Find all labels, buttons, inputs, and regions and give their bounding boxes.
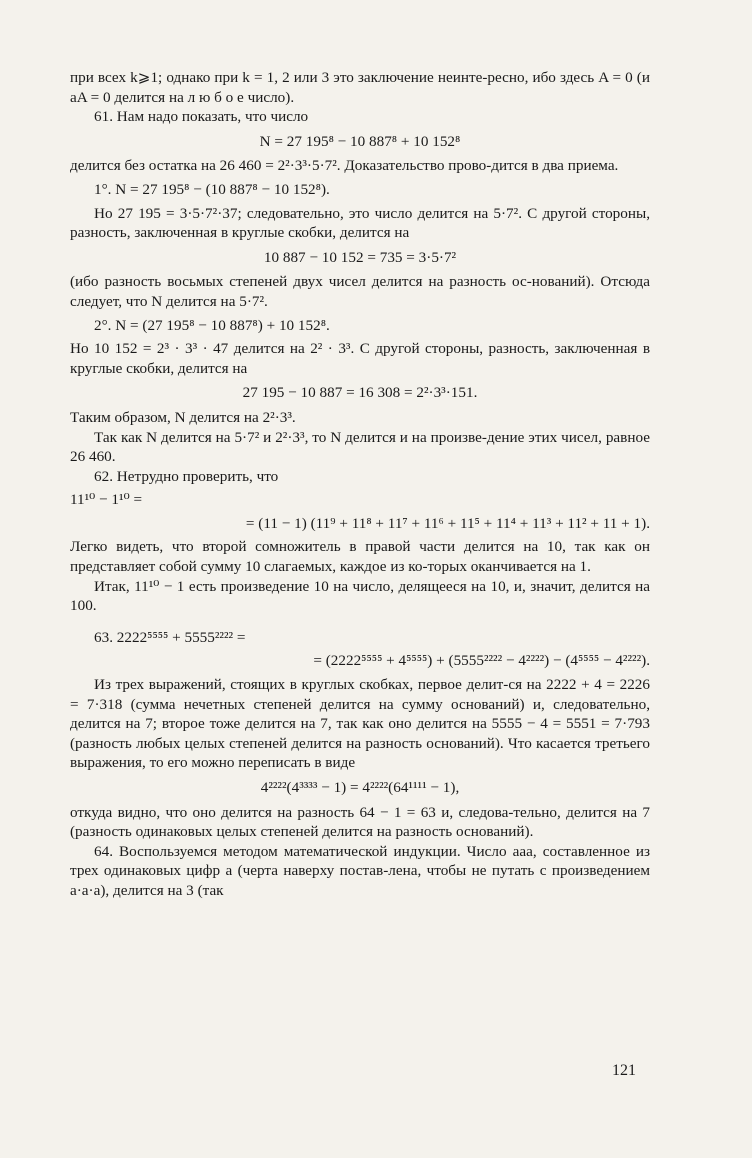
formula-62-left: 11¹⁰ − 1¹⁰ =	[70, 491, 143, 509]
text-line-9: Но 10 152 = 2³ · 3³ · 47 делится на 2² · 3³. С другой стороны, разность, заключенная в круглые скобки, делится на	[70, 340, 650, 377]
formula-62-right: = (11 − 1) (11⁹ + 11⁸ + 11⁷ + 11⁶ + 11⁵ + 11⁴ + 11³ + 11² + 11 + 1).	[245, 514, 650, 532]
step-1-formula: 1°. N = 27 195⁸ − (10 887⁸ − 10 152⁸).	[94, 180, 330, 198]
text-line-22: откуда видно, что оно делится на разность 64 − 1 = 63 и, следова-тельно, делится на 7 (разность одинаковых целых степеней делится на разность оснований).	[70, 803, 650, 841]
formula-63-right: = (2222⁵⁵⁵⁵ + 4⁵⁵⁵⁵) + (5555²²²² − 4²²²²) − (4⁵⁵⁵⁵ − 4²²²²).	[313, 652, 650, 670]
formula-difference-2: 27 195 − 10 887 = 16 308 = 2²·3³·151.	[242, 384, 478, 402]
text-line-0: при всех k⩾1; однако при k = 1, 2 или 3 это заключение неинте-ресно, ибо здесь A = 0 (и aA = 0 делится на л ю б о е число).	[70, 69, 650, 106]
text-line-20: Из трех выражений, стоящих в круглых скобках, первое делит-ся на 2222 + 4 = 2226 = 7·318 (сумма нечетных степеней делится на сумму оснований) и, следовательно, делится на 7; второе тоже делится на 7, так как оно делится на 5555 − 4 = 5551 = 7·793 (разность любых целых степеней делится на разность оснований). Что касается третьего выражения, то его можно переписать в виде	[70, 676, 650, 772]
text-line-3: делится без остатка на 26 460 = 2²·3³·5·7². Доказательство прово-дится в два приема.	[70, 157, 619, 175]
problem-64-intro: 64. Воспользуемся методом математической индукции. Число aaa, составленное из трех одинаковых цифр a (черта наверху постав-лена, чтобы не путать с произведением a·a·a), делится на 3 (так	[70, 842, 650, 899]
page-body	[70, 68, 650, 901]
problem-62-intro: 62. Нетрудно проверить, что	[94, 467, 279, 485]
page-number: 121	[612, 1062, 636, 1079]
formula-difference-1: 10 887 − 10 152 = 735 = 3·5·7²	[263, 248, 457, 266]
problem-61-intro: 61. Нам надо показать, что число	[94, 108, 309, 126]
step-2-formula: 2°. N = (27 195⁸ − 10 887⁸) + 10 152⁸.	[94, 316, 330, 334]
formula-63-rewrite: 4²²²²(4³³³³ − 1) = 4²²²²(64¹¹¹¹ − 1),	[260, 779, 460, 796]
text-line-11: Таким образом, N делится на 2²·3³.	[70, 408, 296, 426]
formula-n: N = 27 195⁸ − 10 887⁸ + 10 152⁸	[259, 132, 461, 150]
text-line-7: (ибо разность восьмых степеней двух чисел делится на разность ос-нований). Отсюда следует, что N делится на 5·7².	[70, 273, 650, 310]
formula-63-left: 63. 2222⁵⁵⁵⁵ + 5555²²²² =	[94, 628, 246, 646]
text-line-5: Но 27 195 = 3·5·7²·37; следовательно, это число делится на 5·7². С другой стороны, разность, заключенная в круглые скобки, делится на	[70, 204, 650, 242]
text-line-17: Итак, 11¹⁰ − 1 есть произведение 10 на число, делящееся на 10, и, значит, делится на 100.	[70, 577, 650, 615]
text-line-16: Легко видеть, что второй сомножитель в правой части делится на 10, так как он представляет собой сумму 10 слагаемых, каждое из ко-торых оканчивается на 1.	[70, 538, 650, 576]
text-line-12: Так как N делится на 5·7² и 2²·3³, то N делится и на произве-дение этих чисел, равное 26 460.	[70, 428, 650, 466]
